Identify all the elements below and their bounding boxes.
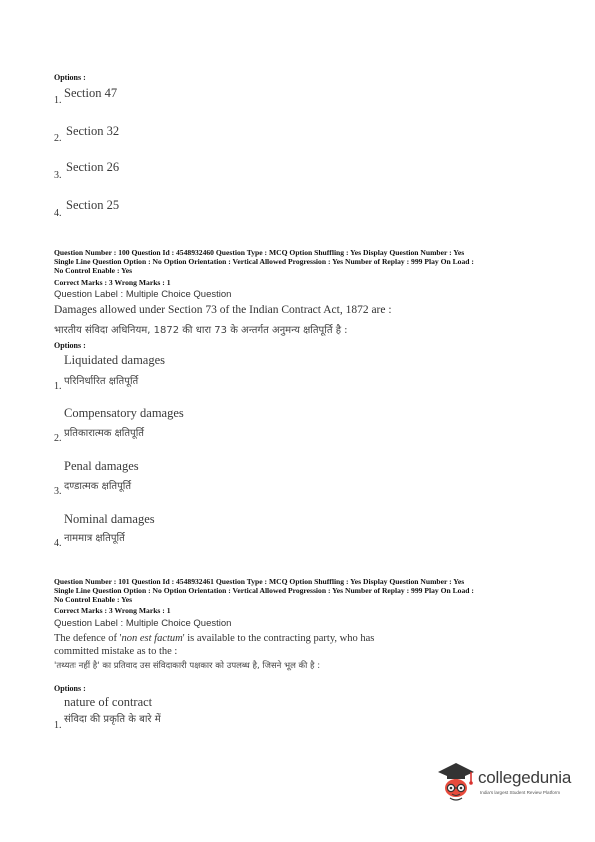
option-text-hi: दण्डात्मक क्षतिपूर्ति <box>64 481 132 492</box>
question-text-hi: 'तथ्यतः नहीं है' का प्रतिवाद उस संविदाकारी पक्षकार को उपलब्ध है, जिसने भूल की है : <box>54 661 321 671</box>
question-meta: No Control Enable : Yes <box>54 266 133 275</box>
marks-info: Correct Marks : 3 Wrong Marks : 1 <box>54 278 171 287</box>
question-meta: Single Line Question Option : No Option Orientation : Vertical Allowed Progression : Yes Number of Replay : 999 Play On Load : <box>54 586 474 595</box>
option-text-en: nature of contract <box>64 695 153 709</box>
question-meta: Question Number : 101 Question Id : 4548932461 Question Type : MCQ Option Shuffling : Yes Display Question Number : Yes <box>54 577 465 586</box>
options-heading: Options : <box>54 684 86 693</box>
question-meta: Single Line Question Option : No Option Orientation : Vertical Allowed Progression : Yes Number of Replay : 999 Play On Load : <box>54 257 474 266</box>
option-number: 1. <box>54 381 62 392</box>
option-text-hi: परिनिर्धारित क्षतिपूर्ति <box>64 376 139 387</box>
option-number: 3. <box>54 170 62 181</box>
option-number: 1. <box>54 720 62 731</box>
option-text-en: Compensatory damages <box>64 406 184 420</box>
logo-tagline: India's largest Student Review Platform <box>480 790 561 795</box>
option-number: 1. <box>54 95 62 106</box>
question-text-hi: भारतीय संविदा अधिनियम, 1872 की धारा 73 के अन्तर्गत अनुमन्य क्षतिपूर्ति है : <box>54 325 348 336</box>
question-label: Question Label : Multiple Choice Question <box>54 618 232 629</box>
option-text: Section 26 <box>66 160 120 174</box>
options-heading: Options : <box>54 341 86 350</box>
question-text-en: Damages allowed under Section 73 of the Indian Contract Act, 1872 are : <box>54 304 392 316</box>
option-text: Section 47 <box>64 86 118 100</box>
question-text-part: The defence of ' <box>54 633 122 644</box>
option-number: 4. <box>54 208 62 219</box>
option-number: 2. <box>54 133 62 144</box>
option-text-hi: प्रतिकारात्मक क्षतिपूर्ति <box>64 428 145 439</box>
option-text: Section 25 <box>66 198 120 212</box>
question-meta: No Control Enable : Yes <box>54 595 133 604</box>
option-number: 4. <box>54 538 62 549</box>
question-text-part: ' is available to the contracting party, who has <box>182 633 375 644</box>
question-meta: Question Number : 100 Question Id : 4548932460 Question Type : MCQ Option Shuffling : Yes Display Question Number : Yes <box>54 248 465 257</box>
option-number: 2. <box>54 433 62 444</box>
option-text-en: Liquidated damages <box>64 353 166 367</box>
question-text-en <box>54 633 374 644</box>
option-number: 3. <box>54 486 62 497</box>
option-text-en: Nominal damages <box>64 512 155 526</box>
options-heading: Options : <box>54 73 86 82</box>
marks-info: Correct Marks : 3 Wrong Marks : 1 <box>54 606 171 615</box>
question-label: Question Label : Multiple Choice Question <box>54 289 232 300</box>
option-text-en: Penal damages <box>64 459 139 473</box>
option-text: Section 32 <box>66 124 120 138</box>
logo-wordmark: collegedunia <box>478 768 572 787</box>
collegedunia-logo <box>434 758 584 808</box>
option-text-hi: संविदा की प्रकृति के बारे में <box>64 714 161 725</box>
option-text-hi: नाममात्र क्षतिपूर्ति <box>64 533 125 544</box>
question-text-italic: non est factum <box>121 633 183 644</box>
question-text-en-line2: committed mistake as to the : <box>54 646 178 657</box>
graduate-mascot-icon <box>434 760 476 804</box>
